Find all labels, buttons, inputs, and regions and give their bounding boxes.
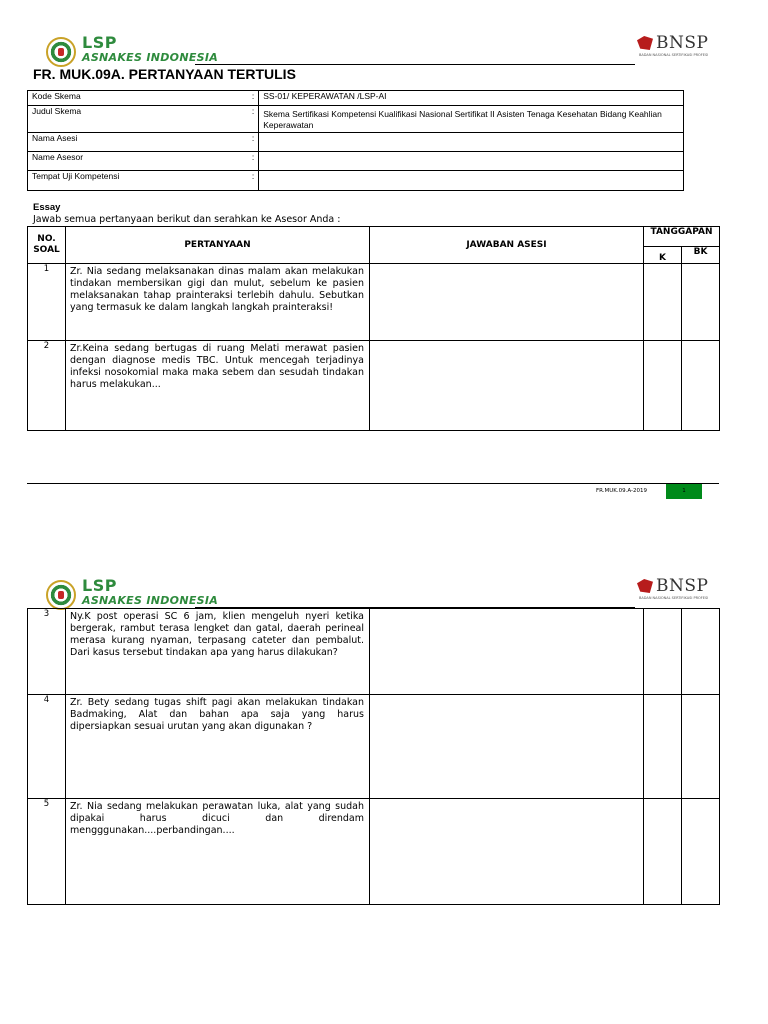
question-row [28,609,720,695]
bnsp-mark-icon [637,579,653,593]
info-label: Judul Skema [28,106,248,133]
question-text: Ny.K post operasi SC 6 jam, klien mengeluh nyeri ketika bergerak, rambut terasa lengket dan gatal, daerah perineal merasa kurang nyaman, terpasang cateter dan pembalut. Dari kasus tersebut tindakan apa yang harus dilakukan? [66,609,370,695]
answer-cell[interactable] [370,264,644,341]
bnsp-mark-icon [637,36,653,50]
question-table-page2 [27,608,720,905]
answer-cell[interactable] [370,341,644,431]
lsp-logo [46,576,219,610]
question-text: Zr. Bety sedang tugas shift pagi akan melakukan tindakan Badmaking, Alat dan bahan apa saja yang harus dipersiapkan sesuai urutan yang akan digunakan ? [66,695,370,799]
question-text: Zr.Keina sedang bertugas di ruang Melati merawat pasien dengan diagnose medis TBC. Untuk mencegah terjadinya infeksi nosokomial maka maka sebem dan sesudah tindakan harus melakukan... [66,341,370,431]
info-colon: : [248,106,259,133]
answer-cell[interactable] [370,695,644,799]
answer-cell[interactable] [370,799,644,905]
bnsp-logo [637,576,708,600]
bk-cell[interactable] [682,799,720,905]
question-table-page1 [27,226,720,431]
k-cell[interactable] [644,695,682,799]
question-row [28,799,720,905]
info-row [28,106,684,133]
info-value[interactable] [259,133,684,152]
info-value: Skema Sertifikasi Kompetensi Kualifikasi Nasional Sertifikat II Asisten Tenaga Kesehatan Bidang Keahlian Keperawatan [259,106,684,133]
essay-title: Essay [33,202,61,213]
bnsp-logo-subtext: BADAN NASIONAL SERTIFIKASI PROFESI [639,53,709,57]
info-value[interactable] [259,171,684,191]
asnakes-seal-icon [46,580,76,610]
header-pertanyaan: PERTANYAAN [66,227,370,264]
question-number: 2 [28,341,66,431]
question-row [28,264,720,341]
header-no-soal: NO. SOAL [28,227,66,264]
lsp-logo-text: LSP [82,576,117,595]
lsp-logo [46,33,219,67]
bnsp-logo-subtext: BADAN NASIONAL SERTIFIKASI PROFESI [639,596,709,600]
essay-instruction: Jawab semua pertanyaan berikut dan serahkan ke Asesor Anda : [33,214,341,225]
footer-rule [27,483,719,484]
question-text: Zr. Nia sedang melakukan perawatan luka, alat yang sudah dipakai harus dicuci dan direndam mengggunakan....perbandingan.... [66,799,370,905]
footer-page-number: 1 [666,484,702,499]
k-cell[interactable] [644,341,682,431]
lsp-logo-subtext: ASNAKES INDONESIA [82,594,219,607]
question-row [28,695,720,799]
lsp-logo-text: LSP [82,33,117,52]
footer-form-code: FR.MUK.09.A-2019 [596,488,648,494]
bnsp-logo [637,33,708,57]
info-value[interactable] [259,152,684,171]
info-label: Tempat Uji Kompetensi [28,171,248,191]
question-text: Zr. Nia sedang melaksanakan dinas malam akan melakukan tindakan membersikan gigi dan mulut, sebelum ke pasien melaksanakan tahap prainteraksi terlebih dahulu. Sebutkan yang termasuk ke dalam langkah langkah prainteraksi! [66,264,370,341]
bk-cell[interactable] [682,341,720,431]
k-cell[interactable] [644,264,682,341]
question-number: 1 [28,264,66,341]
bnsp-logo-text: BNSP [656,576,709,596]
info-colon: : [248,133,259,152]
info-row [28,152,684,171]
document-title: FR. MUK.09A. PERTANYAAN TERTULIS [33,66,296,82]
asnakes-seal-icon [46,37,76,67]
answer-cell[interactable] [370,609,644,695]
k-cell[interactable] [644,799,682,905]
question-number: 5 [28,799,66,905]
header-jawaban-asesi: JAWABAN ASESI [370,227,644,264]
info-row [28,171,684,191]
info-colon: : [248,152,259,171]
info-colon: : [248,91,259,106]
info-row [28,91,684,106]
bk-cell[interactable] [682,695,720,799]
question-number: 3 [28,609,66,695]
header-bk: BK [682,247,720,264]
info-label: Name Asesor [28,152,248,171]
k-cell[interactable] [644,609,682,695]
bk-cell[interactable] [682,264,720,341]
header-rule [195,64,635,65]
info-value: SS-01/ KEPERAWATAN /LSP-AI [259,91,684,106]
info-colon: : [248,171,259,191]
bnsp-logo-text: BNSP [656,33,709,53]
question-number: 4 [28,695,66,799]
lsp-logo-subtext: ASNAKES INDONESIA [82,51,219,64]
scheme-info-table [27,90,684,191]
question-row [28,341,720,431]
bk-cell[interactable] [682,609,720,695]
info-label: Nama Asesi [28,133,248,152]
header-k: K [644,247,682,264]
info-row [28,133,684,152]
info-label: Kode Skema [28,91,248,106]
header-tanggapan: TANGGAPAN [644,227,720,247]
